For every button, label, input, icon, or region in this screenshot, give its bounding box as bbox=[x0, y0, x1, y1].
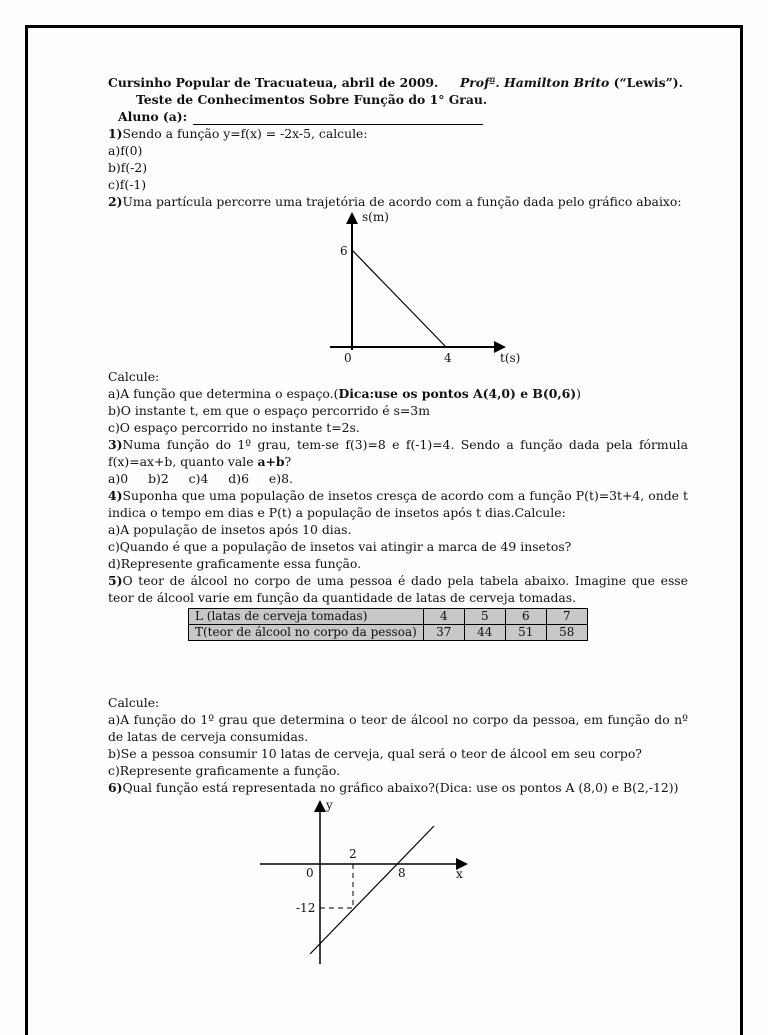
q3-end: ? bbox=[284, 454, 292, 469]
q1-item-a: a)f(0) bbox=[108, 143, 143, 158]
q5-calc: Calcule: bbox=[108, 695, 160, 710]
q3-option-b: b)2 bbox=[148, 471, 169, 486]
q3-option-c: c)4 bbox=[188, 471, 209, 486]
q2-graph-svg bbox=[108, 210, 688, 368]
q1-statement bbox=[108, 125, 688, 142]
q2-a-text: a)A função que determina o espaço.( bbox=[108, 386, 339, 401]
table-cell: 58 bbox=[546, 625, 587, 641]
q2-graph bbox=[108, 210, 688, 368]
q4-item-d: d)Represente graficamente essa função. bbox=[108, 556, 362, 571]
q2-item-a bbox=[108, 385, 688, 402]
table-cell: L (latas de cerveja tomadas) bbox=[189, 609, 424, 625]
teacher-nickname: (“Lewis”). bbox=[613, 75, 683, 90]
q5-text: O teor de álcool no corpo de uma pessoa é dado pela tabela abaixo. Imagine que esse teor de álcool varie em função da quantidade de latas de cerveja tomadas. bbox=[108, 573, 688, 605]
q2-x-label: t(s) bbox=[500, 351, 521, 365]
table-row bbox=[189, 609, 588, 625]
spacer bbox=[108, 641, 688, 694]
q6-x-tick-8: 8 bbox=[398, 866, 406, 880]
q3-text: Numa função do 1º grau, tem-se f(3)=8 e f(-1)=4. Sendo a função dada pela fórmula f(x)=ax+b, quanto vale bbox=[108, 437, 688, 469]
table-row bbox=[189, 625, 588, 641]
q4-number: 4) bbox=[108, 488, 123, 503]
table-cell: 4 bbox=[423, 609, 464, 625]
q6-x-label: x bbox=[456, 867, 463, 881]
q2-x-tick: 4 bbox=[444, 351, 452, 365]
q3-option-d: d)6 bbox=[228, 471, 249, 486]
q2-statement bbox=[108, 193, 688, 210]
q1-item-c: c)f(-1) bbox=[108, 177, 147, 192]
q3-option-a: a)0 bbox=[108, 471, 129, 486]
q4-item-c: c)Quando é que a população de insetos vai atingir a marca de 49 insetos? bbox=[108, 539, 572, 554]
q6-graph-svg bbox=[108, 796, 688, 968]
student-name-blank bbox=[193, 111, 483, 125]
q1-item-b: b)f(-2) bbox=[108, 160, 148, 175]
q2-item-b: b)O instante t, em que o espaço percorrido é s=3m bbox=[108, 403, 430, 418]
q2-line bbox=[352, 250, 446, 347]
q3-options bbox=[108, 470, 688, 487]
q6-origin: 0 bbox=[306, 866, 314, 880]
q3-statement bbox=[108, 436, 688, 470]
school-name: Cursinho Popular de Tracuateua, abril de 2009. bbox=[108, 75, 439, 90]
q3-ask: a+b bbox=[257, 454, 285, 469]
table-cell: 5 bbox=[464, 609, 505, 625]
table-cell: 37 bbox=[423, 625, 464, 641]
header-line bbox=[108, 74, 688, 91]
q5-statement bbox=[108, 572, 688, 606]
q2-y-tick: 6 bbox=[340, 244, 348, 258]
q2-a-hint: Dica:use os pontos A(4,0) e B(0,6) bbox=[338, 386, 577, 401]
q6-y-label: y bbox=[326, 798, 333, 812]
q4-statement bbox=[108, 487, 688, 521]
q6-text: Qual função está representada no gráfico abaixo?(Dica: use os pontos A (8,0) e B(2,-12)) bbox=[122, 780, 679, 795]
q6-line bbox=[310, 826, 434, 954]
q5-number: 5) bbox=[108, 573, 123, 588]
q6-graph bbox=[108, 796, 688, 968]
table-cell: 6 bbox=[505, 609, 546, 625]
q5-item-b: b)Se a pessoa consumir 10 latas de cerveja, qual será o teor de álcool em seu corpo? bbox=[108, 746, 642, 761]
q2-number: 2) bbox=[108, 194, 123, 209]
student-line bbox=[108, 108, 688, 125]
q3-option-e: e)8. bbox=[268, 471, 293, 486]
document-body bbox=[108, 74, 688, 968]
table-cell: 7 bbox=[546, 609, 587, 625]
q2-origin: 0 bbox=[344, 351, 352, 365]
test-title: Teste de Conhecimentos Sobre Função do 1° Grau. bbox=[136, 92, 488, 107]
table-cell: 51 bbox=[505, 625, 546, 641]
q1-number: 1) bbox=[108, 126, 123, 141]
q4-text: Suponha que uma população de insetos cresça de acordo com a função P(t)=3t+4, onde t indica o tempo em dias e P(t) a população de insetos após t dias.Calcule: bbox=[108, 488, 688, 520]
q4-item-a: a)A população de insetos após 10 dias. bbox=[108, 522, 352, 537]
q5-item-c: c)Represente graficamente a função. bbox=[108, 763, 341, 778]
q2-calc: Calcule: bbox=[108, 369, 160, 384]
q3-number: 3) bbox=[108, 437, 123, 452]
q6-statement bbox=[108, 779, 688, 796]
alcohol-table bbox=[188, 608, 588, 641]
q2-a-close: ) bbox=[576, 386, 582, 401]
q6-y-arrow bbox=[314, 800, 326, 812]
q6-number: 6) bbox=[108, 780, 123, 795]
q2-y-arrow bbox=[346, 212, 358, 224]
q6-y-tick: -12 bbox=[296, 901, 316, 915]
q5-item-a: a)A função do 1º grau que determina o teor de álcool no corpo da pessoa, em função do nº de latas de cerveja consumidas. bbox=[108, 712, 688, 744]
table-cell: 44 bbox=[464, 625, 505, 641]
q2-item-c: c)O espaço percorrido no instante t=2s. bbox=[108, 420, 360, 435]
student-label: Aluno (a): bbox=[118, 109, 188, 124]
teacher-name: Profª. Hamilton Brito bbox=[459, 75, 610, 90]
q1-text: Sendo a função y=f(x) = -2x-5, calcule: bbox=[122, 126, 368, 141]
q2-y-label: s(m) bbox=[362, 210, 389, 224]
table-cell: T(teor de álcool no corpo da pessoa) bbox=[189, 625, 424, 641]
q6-x-tick-2: 2 bbox=[349, 847, 357, 861]
q2-text: Uma partícula percorre uma trajetória de acordo com a função dada pelo gráfico abaixo: bbox=[122, 194, 682, 209]
